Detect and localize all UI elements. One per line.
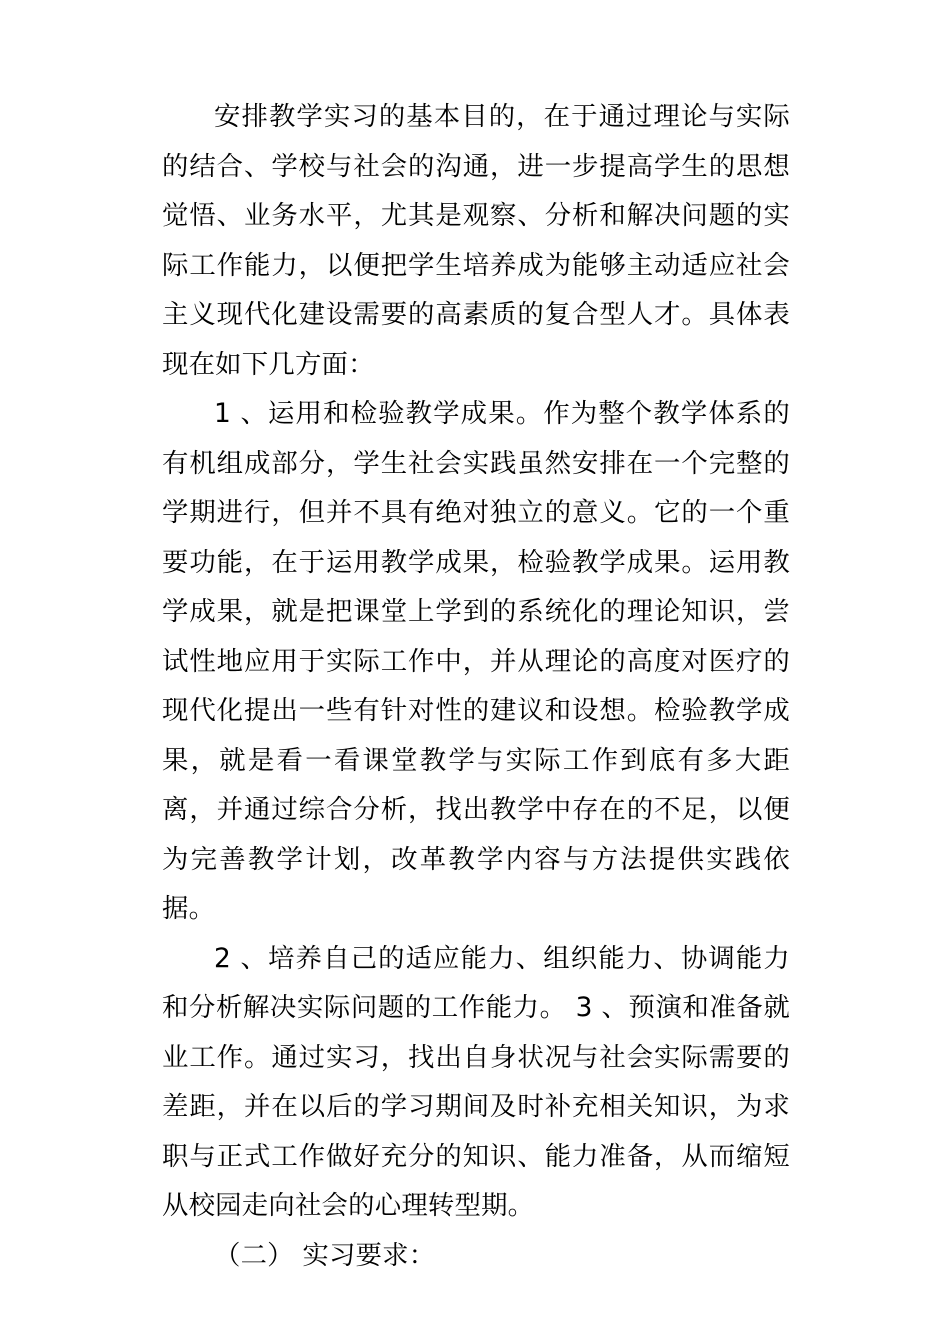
document-body [162,92,790,1280]
section-heading-requirements: （二） 实习要求： [214,1239,436,1271]
paragraph-item-1: 1 、运用和检验教学成果。作为整个教学体系的有机组成部分，学生社会实践虽然安排在一个完整的学期进行，但并不具有绝对独立的意义。它的一个重要功能，在于运用教学成果，检验教学成果。运用教学成果，就是把课堂上学到的系统化的理论知识，尝试性地应用于实际工作中，并从理论的高度对医疗的现代化提出一些有针对性的建议和设想。检验教学成果，就是看一看课堂教学与实际工作到底有多大距离，并通过综合分析，找出教学中存在的不足，以便为完善教学计划，改革教学内容与方法提供实践依据。 [162,398,790,924]
paragraph-purpose: 安排教学实习的基本目的，在于通过理论与实际的结合、学校与社会的沟通，进一步提高学生的思想觉悟、业务水平，尤其是观察、分析和解决问题的实际工作能力，以便把学生培养成为能够主动适应社会主义现代化建设需要的高素质的复合型人才。具体表现在如下几方面： [162,101,790,380]
paragraph-item-2-3: 2 、培养自己的适应能力、组织能力、协调能力和分析解决实际问题的工作能力。 3 、预演和准备就业工作。通过实习，找出自身状况与社会实际需要的差距，并在以后的学习期间及时补充相关知识，为求职与正式工作做好充分的知识、能力准备，从而缩短从校园走向社会的心理转型期。 [162,942,790,1221]
